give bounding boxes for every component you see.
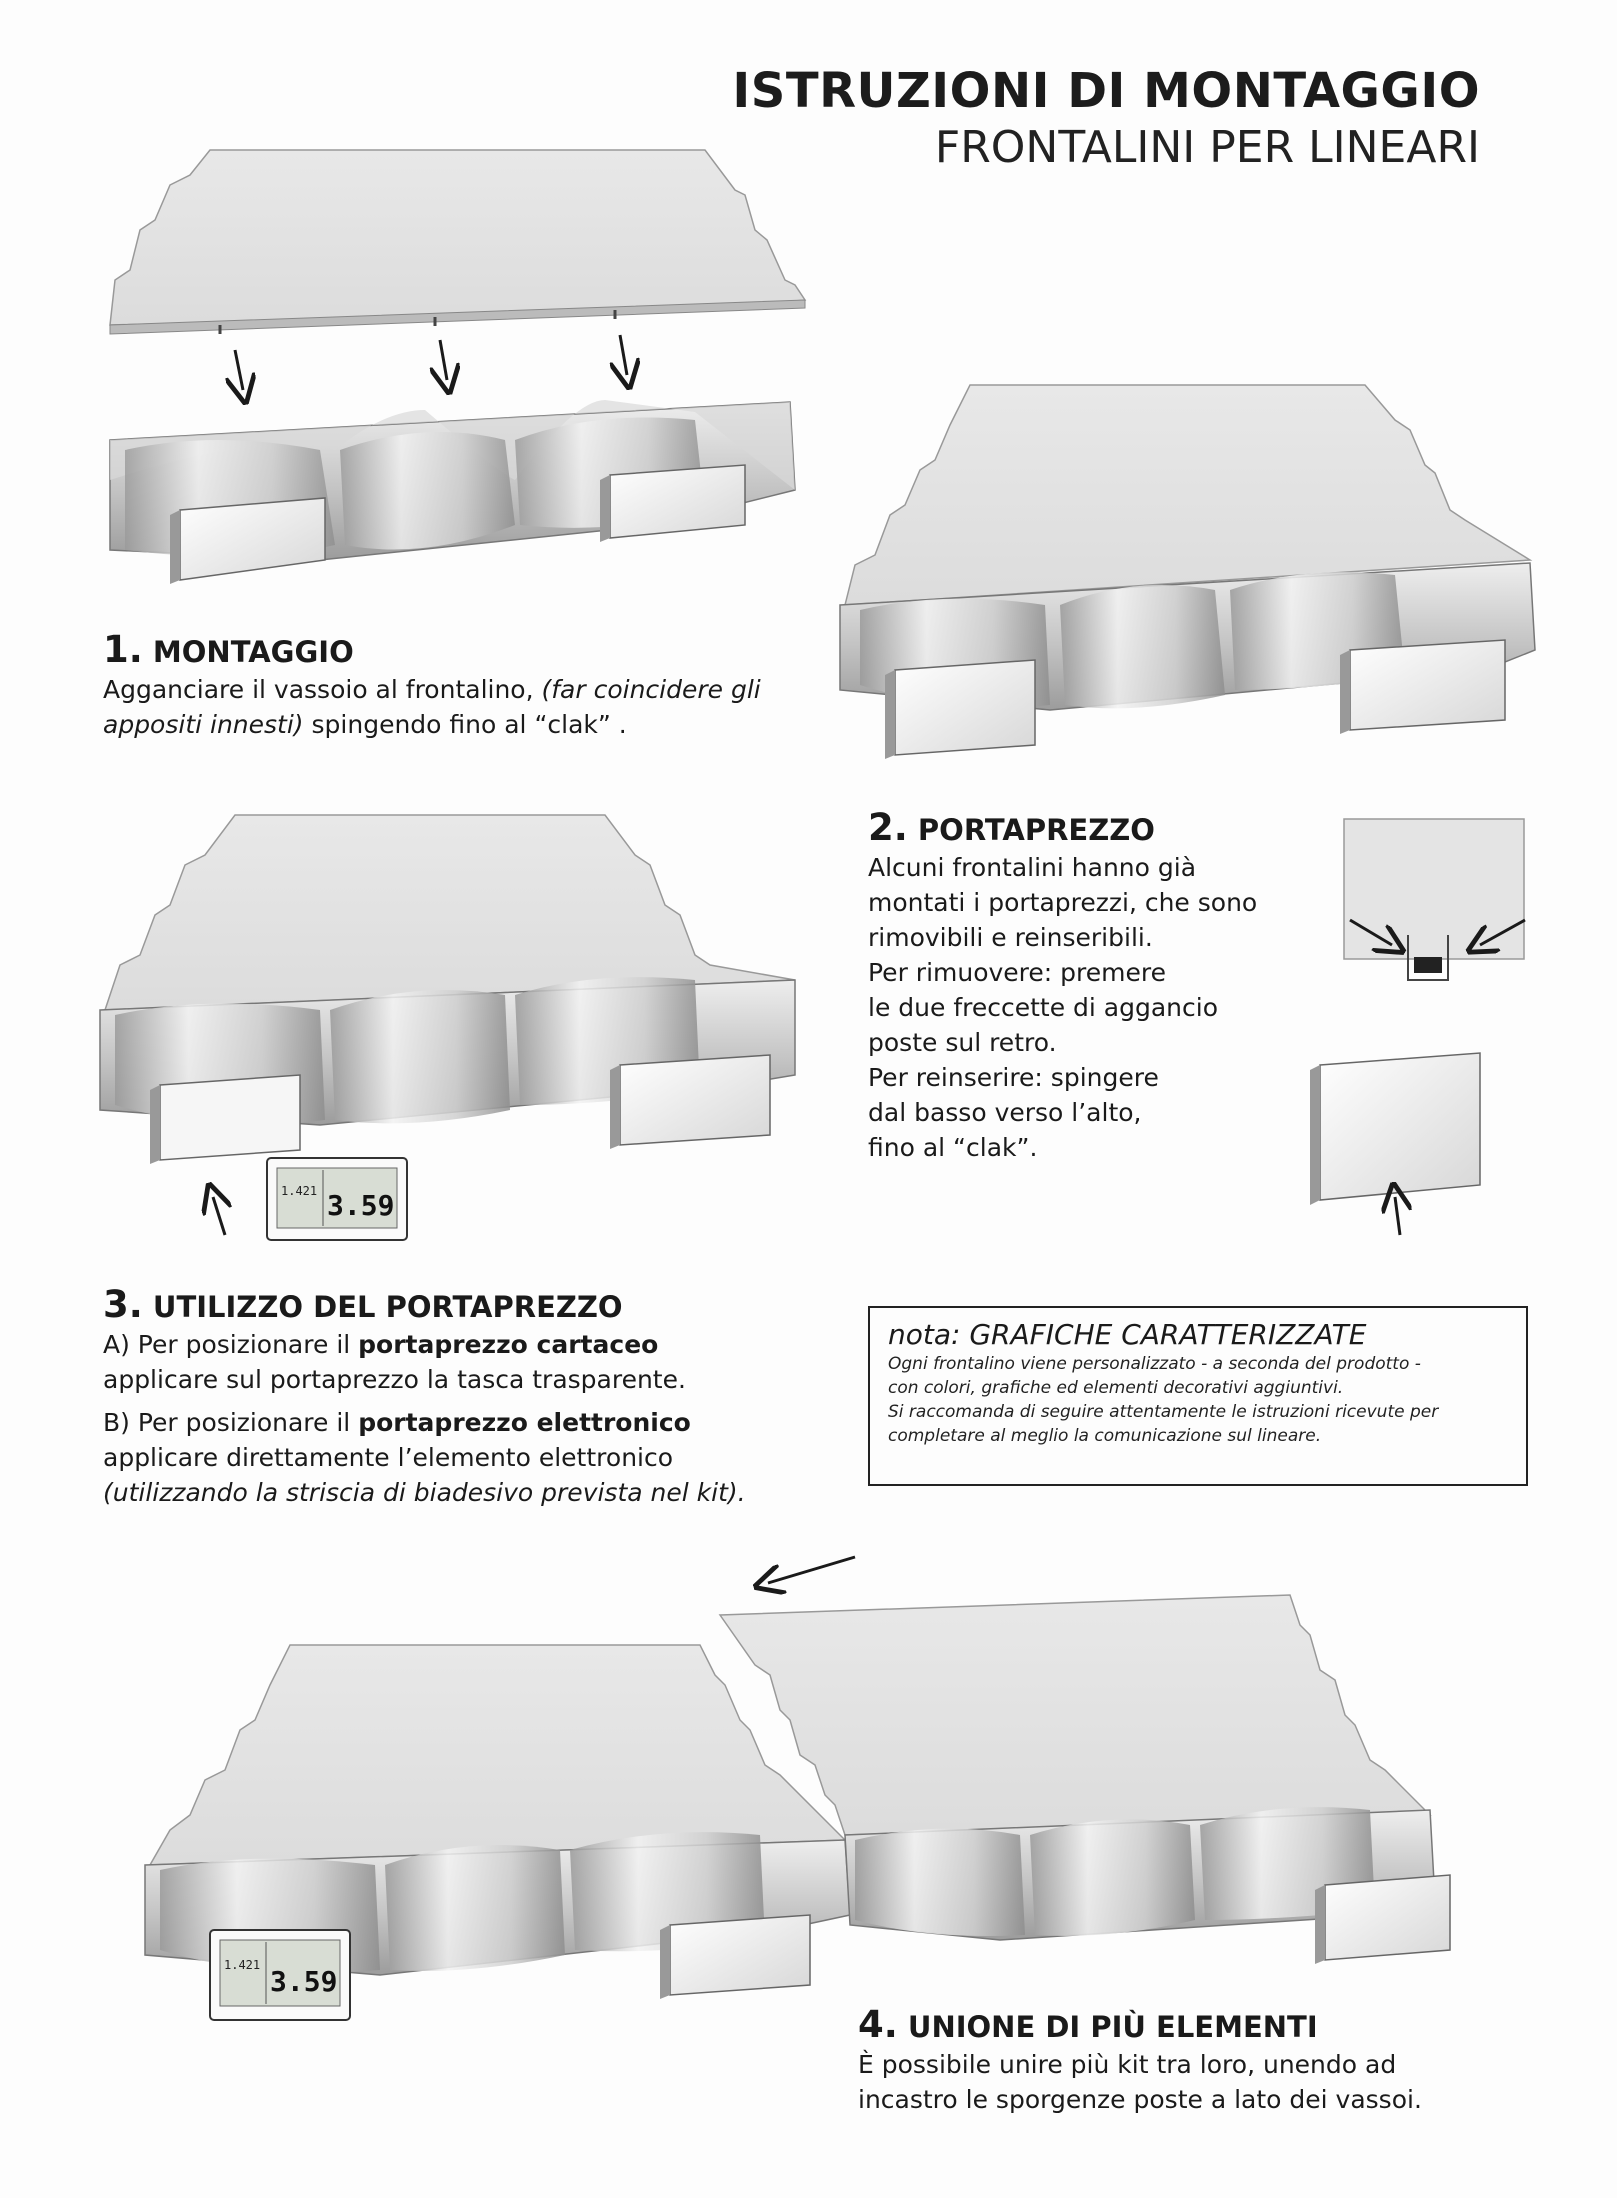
price-holder-right: [1350, 640, 1505, 730]
price-holder-left: [895, 660, 1035, 755]
figure-assembled: [835, 385, 1555, 765]
arrow-down-icon: [440, 340, 447, 380]
step-line: Per rimuovere: premere: [868, 958, 1166, 987]
step-text: spingendo fino al “clak” .: [303, 710, 627, 739]
step-line: montati i portaprezzi, che sono: [868, 888, 1258, 917]
arrow-down-icon: [235, 350, 243, 390]
price-holder: [670, 1915, 810, 1995]
price-holder-left: [180, 498, 325, 580]
step-number: 2.: [868, 806, 908, 849]
step-heading: PORTAPREZZO: [917, 813, 1155, 847]
page-title: ISTRUZIONI DI MONTAGGIO: [732, 63, 1480, 119]
step-text-bold: portaprezzo cartaceo: [358, 1330, 659, 1359]
step-line: le due freccette di aggancio: [868, 993, 1218, 1022]
step-text: B) Per posizionare il: [103, 1408, 359, 1437]
step-line: poste sul retro.: [868, 1028, 1057, 1057]
holder-back: [1344, 819, 1524, 959]
step-text: È possibile unire più kit tra loro, unendo ad: [858, 2050, 1397, 2079]
price-holder: [1320, 1053, 1480, 1200]
figure-montaggio: [95, 150, 815, 600]
arrow-left-icon: [768, 1557, 855, 1583]
price-holder: [1325, 1875, 1450, 1960]
note-line: Ogni frontalino viene personalizzato - a seconda del prodotto -: [888, 1354, 1421, 1374]
tag-price: 3.59: [270, 1965, 338, 1998]
step-line: fino al “clak”.: [868, 1133, 1038, 1162]
note-box: [868, 1306, 1528, 1486]
tag-price: 3.59: [327, 1189, 395, 1222]
step-text: incastro le sporgenze poste a lato dei vassoi.: [858, 2085, 1422, 2114]
price-holder-right: [610, 465, 745, 538]
tag-left-value: 1.421: [224, 1958, 261, 1972]
step-text: Agganciare il vassoio al frontalino,: [103, 675, 542, 704]
tray-panel: [720, 1595, 1430, 1835]
step-number: 4.: [858, 2003, 898, 2046]
step-line: Alcuni frontalini hanno già: [868, 853, 1197, 882]
page-subtitle: FRONTALINI PER LINEARI: [934, 122, 1480, 173]
step-text: applicare direttamente l’elemento elettronico: [103, 1443, 674, 1472]
step-number: 1.: [103, 628, 143, 671]
arrow-up-icon: [213, 1197, 225, 1235]
figure-unione: [140, 1545, 1500, 2045]
arrow-up-icon: [1395, 1197, 1400, 1235]
tray-panel: [150, 1645, 845, 1865]
note-title: nota: GRAFICHE CARATTERIZZATE: [888, 1318, 1367, 1351]
step-text: A) Per posizionare il: [103, 1330, 359, 1359]
step-number: 3.: [103, 1283, 143, 1326]
step-line: Per reinserire: spingere: [868, 1063, 1159, 1092]
tag-left-value: 1.421: [281, 1184, 318, 1198]
figure-portaprezzo: [95, 815, 815, 1265]
step-text: applicare sul portaprezzo la tasca trasparente.: [103, 1365, 686, 1394]
step-2: [868, 808, 1318, 1165]
step-4: [858, 2005, 1558, 2117]
figure-holder-detail: [1280, 815, 1550, 1235]
price-holder-right: [620, 1055, 770, 1145]
step-heading: MONTAGGIO: [152, 635, 354, 669]
step-line: rimovibili e reinseribili.: [868, 923, 1153, 952]
step-heading: UTILIZZO DEL PORTAPREZZO: [152, 1290, 623, 1324]
step-text-italic: (far coincidere gli appositi innesti): [103, 675, 761, 739]
electronic-price-tag: [210, 1930, 350, 2020]
step-line: dal basso verso l’alto,: [868, 1098, 1142, 1127]
step-text-italic: (utilizzando la striscia di biadesivo prevista nel kit).: [103, 1478, 746, 1507]
step-heading: UNIONE DI PIÙ ELEMENTI: [907, 2010, 1318, 2044]
step-text-bold: portaprezzo elettronico: [358, 1408, 691, 1437]
note-line: Si raccomanda di seguire attentamente le istruzioni ricevute per: [888, 1402, 1439, 1422]
note-line: con colori, grafiche ed elementi decorativi aggiuntivi.: [888, 1378, 1344, 1398]
electronic-price-tag: [267, 1158, 407, 1240]
step-1: [103, 630, 803, 742]
step-3: [103, 1285, 863, 1510]
note-line: completare al meglio la comunicazione sul lineare.: [888, 1426, 1322, 1446]
tray-panel: [110, 150, 805, 325]
arrow-down-icon: [620, 335, 627, 375]
price-holder-left: [160, 1075, 300, 1160]
